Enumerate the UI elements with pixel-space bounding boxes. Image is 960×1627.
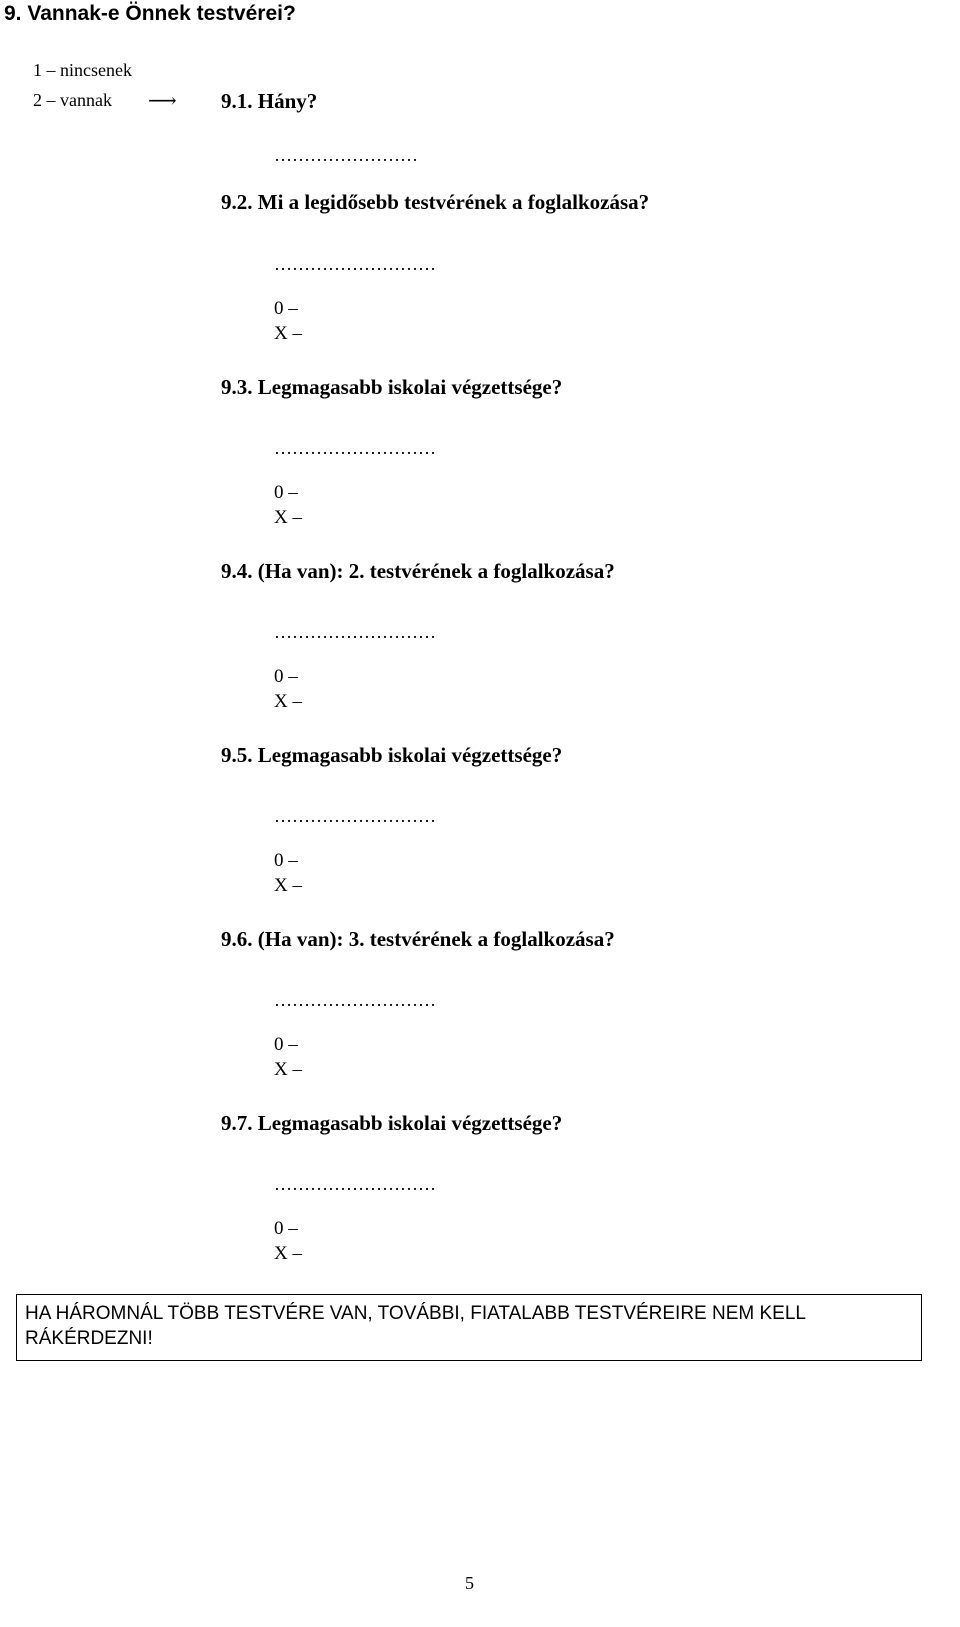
answer-line-9-5[interactable]: ……………………… <box>274 806 436 826</box>
question-title: 9. Vannak-e Önnek testvérei? <box>4 2 296 25</box>
answer-line-9-2[interactable]: ……………………… <box>274 254 436 274</box>
code-zero-9-7[interactable]: 0 – <box>274 1218 298 1239</box>
subquestion-9-6: 9.6. (Ha van): 3. testvérének a foglalkozása? <box>221 927 615 951</box>
code-x-9-3[interactable]: X – <box>274 507 302 528</box>
subquestion-9-5: 9.5. Legmagasabb iskolai végzettsége? <box>221 743 563 767</box>
page-number: 5 <box>465 1573 474 1593</box>
answer-line-9-6[interactable]: ……………………… <box>274 990 436 1010</box>
arrow-icon: ⟶ <box>148 90 177 112</box>
code-zero-9-6[interactable]: 0 – <box>274 1034 298 1055</box>
code-zero-9-3[interactable]: 0 – <box>274 482 298 503</box>
answer-line-9-1[interactable]: …………………… <box>274 145 418 165</box>
answer-line-9-4[interactable]: ……………………… <box>274 622 436 642</box>
subquestion-9-4: 9.4. (Ha van): 2. testvérének a foglalkozása? <box>221 559 615 583</box>
code-x-9-4[interactable]: X – <box>274 691 302 712</box>
option-2: 2 – vannak <box>33 90 112 110</box>
code-zero-9-5[interactable]: 0 – <box>274 850 298 871</box>
subquestion-9-1: 9.1. Hány? <box>221 89 318 113</box>
interviewer-notice-text: HA HÁROMNÁL TÖBB TESTVÉRE VAN, TOVÁBBI, FIATALABB TESTVÉREIRE NEM KELL RÁKÉRDEZNI! <box>25 1303 806 1349</box>
subquestion-9-3: 9.3. Legmagasabb iskolai végzettsége? <box>221 375 563 399</box>
answer-line-9-7[interactable]: ……………………… <box>274 1174 436 1194</box>
code-x-9-2[interactable]: X – <box>274 323 302 344</box>
subquestion-9-7: 9.7. Legmagasabb iskolai végzettsége? <box>221 1111 563 1135</box>
code-x-9-5[interactable]: X – <box>274 875 302 896</box>
code-x-9-7[interactable]: X – <box>274 1243 302 1264</box>
interviewer-notice-box <box>16 1294 922 1361</box>
code-x-9-6[interactable]: X – <box>274 1059 302 1080</box>
code-zero-9-4[interactable]: 0 – <box>274 666 298 687</box>
subquestion-9-2: 9.2. Mi a legidősebb testvérének a foglalkozása? <box>221 190 650 214</box>
answer-line-9-3[interactable]: ……………………… <box>274 438 436 458</box>
option-1: 1 – nincsenek <box>33 60 132 80</box>
code-zero-9-2[interactable]: 0 – <box>274 298 298 319</box>
